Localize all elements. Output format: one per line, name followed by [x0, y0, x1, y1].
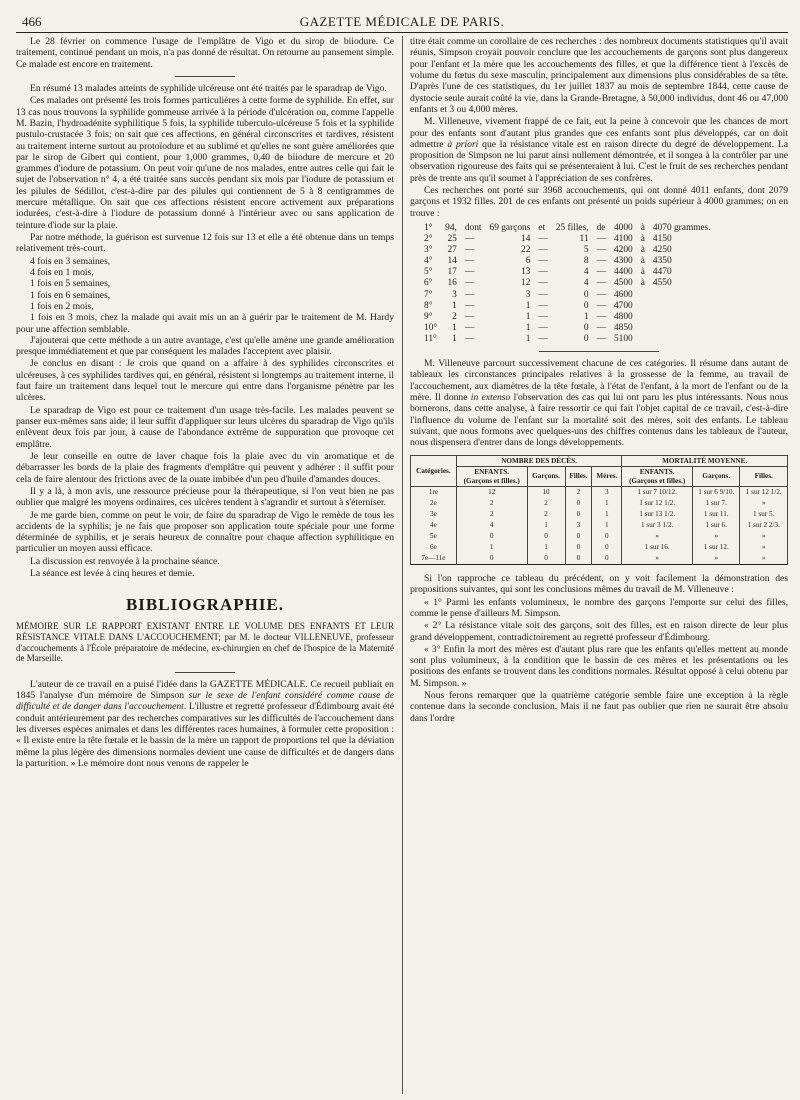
births-cell-total: 16 [447, 278, 457, 289]
page-number: 466 [22, 14, 42, 29]
list-item: 1 fois en 6 semaines, [30, 289, 111, 301]
births-cell-to [649, 301, 715, 312]
mortality-cell-m_filles: » [740, 542, 788, 553]
journal-reference: GAZETTE MÉDICALE [209, 678, 306, 690]
paragraph: M. Villeneuve parcourt successivement chacune de ces catégories. Il résume dans autant de tableaux les circonstances principales relatives à la grossesse de la femme, au travail de l'accouchement, aux diamètres de la tête fœtale, à l'état de l'enfant, à la mort de l'enfant ou de la mère. Il donne in extenso l'observation des cas qui lui ont paru les plus intéressants. Nous nous bornerons, dans cette analyse, à faire ressortir ce qui fait l'objet capital de ce travail, c'est-à-dire l'influence du volume de l'enfant sur la mortalité soit des mères, soit des enfants. Le tableau suivant, que nous formons avec quelques-uns des chiffres contenus dans les tableaux de l'auteur, nous dispensera d'entrer dans de longs développements. [410, 358, 788, 449]
births-cell-from: 4700 [613, 300, 633, 311]
mortality-cell-m_enfants: 1 sur 7 10/12. [622, 486, 693, 498]
mortality-cell-m_enfants: » [622, 553, 693, 565]
mortality-cell-categories: 5e [411, 531, 457, 542]
births-row [420, 245, 715, 256]
births-cell-from: 5100 [613, 333, 633, 344]
header-mortalite-moyenne: MORTALITÉ MOYENNE. [622, 455, 788, 466]
left-column [16, 36, 394, 1094]
births-cell-f: 0 [583, 289, 589, 300]
mortality-row [411, 498, 788, 509]
paragraph: M. Villeneuve, vivement frappé de ce fait, eut la peine à concevoir que les chances de mort pour des enfants sont d'autant plus grandes que ces enfants sont plus développés, car on doit admettre à priori que la résistance vitale est en raison directe du degré de développement. La proposition de Simpson ne lui parut ainsi nullement démontrée, et il songea à la contrôler par une observation rigoureuse des faits qui se présenteraient à lui. C'est le fruit de ses recherches pendant près de trente ans qu'il soumet à l'appréciation de ses confrères. [410, 116, 788, 184]
mortality-cell-m_garcons: 1 sur 6 9/10. [693, 486, 740, 498]
births-cell-f: 25 filles, [555, 223, 589, 233]
births-cell-a [637, 301, 649, 312]
births-cell-de: — [596, 267, 606, 278]
mortality-cell-d_garcons: 0 [527, 531, 565, 542]
births-table [420, 223, 715, 345]
births-cell-de: — [596, 234, 606, 245]
births-cell-total: 27 [447, 245, 457, 256]
mortality-cell-d_enfants: 4 [456, 520, 527, 531]
mortality-cell-categories: 7e—11e [411, 553, 457, 565]
mortality-cell-d_garcons: 2 [527, 498, 565, 509]
mortality-cell-categories: 6e [411, 542, 457, 553]
columns [16, 36, 788, 1094]
births-cell-n: 5° [424, 267, 433, 278]
births-cell-et: — [538, 267, 548, 278]
header-enfants: ENFANTS. (Garçons et filles.) [456, 467, 527, 487]
mortality-row [411, 520, 788, 531]
births-row [420, 290, 715, 301]
births-cell-to [649, 312, 715, 323]
births-cell-de: — [596, 300, 606, 311]
births-row [420, 312, 715, 323]
births-cell-total: 1 [452, 333, 457, 344]
healing-durations-list [16, 256, 394, 335]
births-cell-et: — [538, 300, 548, 311]
mortality-table [410, 455, 788, 565]
paragraph: Nous ferons remarquer que la quatrième catégorie semble faire une exception à la règle contenue dans la seconde conclusion. Mais il ne faut pas oublier que rien ne saurait être absolu dans l'ordre [410, 690, 788, 724]
births-cell-g: 12 [521, 278, 531, 289]
births-cell-de: — [596, 245, 606, 256]
mortality-cell-d_meres: 0 [592, 542, 622, 553]
births-cell-from: 4000 [613, 223, 633, 233]
header-categories: Catégories. [411, 455, 457, 486]
mortality-cell-d_garcons: 10 [527, 486, 565, 498]
mortality-cell-d_garcons: 0 [527, 553, 565, 565]
births-cell-total: 25 [447, 234, 457, 245]
mortality-cell-d_enfants: 2 [456, 498, 527, 509]
births-cell-dont: — [464, 333, 475, 344]
header-meres: Mères. [592, 467, 622, 487]
paragraph: titre était comme un corollaire de ces recherches : des nombreux documents statistiques qu'il avait réunis, Simpson croyait pouvoir conclure que les accouchements de garçons sont plus dangereux pour l'enfant et la mère que les accouchements des filles, et que la différence tient à l'excès de volume du fœtus du sexe masculin, principalement aux dimensions plus considérables de sa tête. D'après l'une de ces statistiques, du 1er juillet 1837 au mois de septembre 1844, cette cause de dystocie seule aurait coûté la vie, dans la Grande-Bretagne, à 50,000 individus, dont 46 ou 47,000 enfants et 3 ou 4,000 mères. [410, 36, 788, 115]
births-row [420, 278, 715, 289]
mortality-cell-d_enfants: 1 [456, 542, 527, 553]
mortality-cell-m_garcons: 1 sur 12. [693, 542, 740, 553]
births-cell-de: — [596, 278, 606, 289]
mortality-cell-categories: 1re [411, 486, 457, 498]
births-cell-a: à [640, 267, 645, 278]
header-garcons-moyenne: Garçons. [693, 467, 740, 487]
births-cell-total: 1 [452, 300, 457, 311]
paragraph: Je leur conseille en outre de laver chaque fois la plaie avec du vin aromatique et de débarrasser les bords de la plaie des fragments d'emplâtre qui peuvent y adhérer : il suffit pour cela de faire alentour des frictions avec de la ouate imbibée d'un peu d'huile d'amandes douces. [16, 450, 394, 485]
paragraph: Par notre méthode, la guérison est survenue 12 fois sur 13 et elle a été obtenue dans un temps relativement très-court. [16, 232, 394, 255]
births-cell-a: à [640, 234, 645, 245]
births-cell-from: 4300 [613, 256, 633, 267]
births-cell-a: à [640, 223, 645, 233]
mortality-cell-m_garcons: 1 sur 6. [693, 520, 740, 531]
mortality-cell-d_filles: 0 [565, 542, 592, 553]
births-row [420, 334, 715, 345]
births-cell-to: 4250 [652, 245, 672, 256]
mortality-cell-d_filles: 2 [565, 486, 592, 498]
births-cell-to: 4350 [652, 256, 672, 267]
births-cell-a [637, 334, 649, 345]
newspaper-page [16, 10, 788, 1094]
births-cell-n: 7° [424, 289, 433, 300]
header-garcons: Garçons. [527, 467, 565, 487]
births-cell-n: 9° [424, 311, 433, 322]
mortality-cell-m_garcons: 1 sur 11. [693, 509, 740, 520]
mortality-cell-d_meres: 0 [592, 553, 622, 565]
births-cell-n: 8° [424, 300, 433, 311]
mortality-cell-m_enfants: 1 sur 16. [622, 542, 693, 553]
births-cell-a: à [640, 278, 645, 289]
births-cell-f: 0 [583, 333, 589, 344]
mortality-cell-m_filles: » [740, 531, 788, 542]
births-cell-dont: — [464, 311, 475, 322]
births-cell-to [649, 334, 715, 345]
mortality-cell-m_garcons: » [693, 553, 740, 565]
mortality-row [411, 486, 788, 498]
memoire-title: MÉMOIRE SUR LE RAPPORT EXISTANT ENTRE LE VOLUME DES ENFANTS ET LEUR RÉSISTANCE VITALE DANS L'ACCOUCHEMENT; [16, 621, 394, 643]
paragraph: « 2° La résistance vitale soit des garçons, soit des filles, est en raison directe de leur plus grand développement, contradictoirement au regretté professeur d'Édimbourg. [410, 620, 788, 643]
mortality-cell-m_filles: 1 sur 5. [740, 509, 788, 520]
list-item: 1 fois en 3 mois, chez la malade qui avait mis un an à guérir par le traitement de M. Hardy pour une affection semblable. [16, 312, 394, 335]
page-header [16, 10, 788, 33]
births-cell-n: 6° [424, 278, 433, 289]
births-cell-n: 11° [424, 333, 437, 344]
mortality-cell-m_enfants: » [622, 531, 693, 542]
memoire-citation [16, 621, 394, 663]
births-cell-g: 3 [525, 289, 531, 300]
births-cell-from: 4850 [613, 322, 633, 333]
births-cell-dont: — [464, 322, 475, 333]
births-cell-a [637, 323, 649, 334]
births-cell-de: — [596, 333, 606, 344]
mortality-cell-d_meres: 1 [592, 520, 622, 531]
births-cell-n: 10° [424, 322, 438, 333]
births-cell-n: 3° [424, 245, 433, 256]
births-cell-to [649, 290, 715, 301]
births-cell-et: — [538, 245, 548, 256]
births-cell-dont: — [464, 300, 475, 311]
paragraph: Je me garde bien, comme on peut le voir, de faire du sparadrap de Vigo le remède de tous les accidents de la syphilis; je ne fais que proposer son application toute spéciale pour une forme déterminée de syphilis, et je serais heureux de connaître pour chaque affection syphilitique en particulier un moyen aussi efficace. [16, 509, 394, 555]
mortality-row [411, 531, 788, 542]
births-row [420, 256, 715, 267]
births-cell-f: 4 [583, 267, 589, 278]
mortality-cell-d_meres: 3 [592, 486, 622, 498]
simpson-title: sur le sexe de l'enfant considéré comme cause de difficulté et de danger dans l'accouchement [16, 690, 394, 713]
paragraph: Le 28 février on commence l'usage de l'emplâtre de Vigo et du sirop de biiodure. Ce traitement, continué pendant un mois, n'a pas donné de résultat. On retourne au pansement simple. Ce malade est encore en traitement. [16, 36, 394, 70]
mortality-row [411, 553, 788, 565]
paragraph: L'auteur de ce travail en a puisé l'idée dans la GAZETTE MÉDICALE. Ce recueil publiait en 1845 l'analyse d'un mémoire de Simpson sur le sexe de l'enfant considéré comme cause de difficulté et de danger dans l'accouchement. L'illustre et regretté professeur d'Édimbourg avait été conduit antérieurement par des recherches comparatives sur les difficultés de l'accouchement dans les diverses espèces animales et dans les différentes races humaines, à formuler cette proposition : « Il existe entre la tête fœtale et le bassin de la mère un rapport de proportions tel que la déviation même la plus légère des dimensions normales devient une cause de difficultés et de dangers dans la parturition. » Le mémoire dont nous venons de rappeler le [16, 678, 394, 770]
mortality-cell-m_garcons: » [693, 531, 740, 542]
births-cell-to [649, 323, 715, 334]
births-cell-n: 1° [424, 223, 433, 233]
births-cell-g: 22 [521, 245, 531, 256]
births-cell-dont: — [464, 234, 475, 245]
mortality-cell-d_meres: 1 [592, 509, 622, 520]
births-cell-g: 1 [525, 300, 531, 311]
births-cell-dont: — [464, 289, 475, 300]
header-filles: Filles. [565, 467, 592, 487]
births-cell-et: — [538, 289, 548, 300]
header-nombre-deces: NOMBRE DES DÉCÈS. [456, 455, 621, 466]
mortality-cell-d_filles: 0 [565, 531, 592, 542]
paragraph: En résumé 13 malades atteints de syphilide ulcéreuse ont été traités par le sparadrap de Vigo. [30, 82, 387, 94]
mortality-cell-d_enfants: 2 [456, 509, 527, 520]
mortality-cell-m_garcons: 1 sur 7. [693, 498, 740, 509]
births-cell-et: — [538, 256, 548, 267]
births-cell-n: 4° [424, 256, 433, 267]
header-filles-moyenne: Filles. [740, 467, 788, 487]
births-cell-et: — [538, 278, 548, 289]
births-cell-g: 6 [525, 256, 531, 267]
births-cell-a [637, 312, 649, 323]
mortality-cell-m_enfants: 1 sur 13 1/2. [622, 509, 693, 520]
births-cell-de: — [596, 289, 606, 300]
paragraph: Si l'on rapproche ce tableau du précédent, on y voit facilement la démonstration des propositions suivantes, qui sont les conclusions mêmes du travail de M. Villeneuve : [410, 572, 788, 596]
births-cell-g: 1 [525, 311, 531, 322]
section-separator [539, 351, 659, 352]
list-item: 4 fois en 1 mois, [30, 266, 94, 278]
mortality-cell-m_filles: 1 sur 2 2/3. [740, 520, 788, 531]
journal-title: GAZETTE MÉDICALE DE PARIS. [299, 14, 505, 29]
births-row [420, 234, 715, 245]
births-cell-a: à [640, 256, 645, 267]
births-cell-g: 13 [521, 267, 531, 278]
births-cell-f: 1 [583, 311, 589, 322]
paragraph: Ces malades ont présenté les trois formes particulières à cette forme de syphilide. En effet, sur 13 cas nous trouvons la syphilide gommeuse arrivée à la période d'ulcération ou, comme l'appelle M. Bazin, l'hydroadénite syphilitique 5 fois, la syphilide tuberculo-ulcéreuse 5 fois et la syphilide pustulo-crustacée 3 fois; on sait que ces affections, en général circonscrites et tardives, résistent au traitement interne surtout au protoïodure et au sublimé et qu'elles ne sont guère améliorées que par le sirop de Gibert qui contient, pour 1,000 grammes, 0,40 de biiodure de mercure et 20 grammes d'iodure de potassium. On peut voir qu'une de nos malades, entre autres celle qui fait le sujet de l'observation n° 4, a été traitée sans succès pendant six mois par l'iodure de potassium et les pilules de Sédillot, c'est-à-dire par des pilules qui contiennent de 5 à 8 centigrammes de mercure métallique. On sait que ces affections résistent encore activement aux préparations iodurées, c'est-à-dire à l'iodure de potassium donné à l'intérieur avec ou sans application de teinture d'iode sur la plaie. [16, 95, 394, 231]
right-column [410, 36, 788, 1094]
column-divider [402, 36, 403, 1094]
paragraph: Il y a là, à mon avis, une ressource précieuse pour la thérapeutique, si l'on veut bien ne pas oublier que malgré les moyens ordinaires, ces ulcères tendent à s'agrandir et surtout à s'éterniser. [16, 485, 394, 509]
births-cell-g: 1 [525, 333, 531, 344]
births-cell-f: 5 [583, 245, 589, 256]
mortality-cell-d_filles: 3 [565, 520, 592, 531]
births-cell-total: 14 [447, 256, 457, 267]
births-cell-de: — [596, 322, 606, 333]
births-cell-dont: — [464, 256, 475, 267]
births-cell-from: 4800 [613, 311, 633, 322]
births-cell-to: 4150 [652, 234, 672, 245]
births-cell-total: 2 [452, 311, 457, 322]
births-row [420, 267, 715, 278]
mortality-cell-d_filles: 0 [565, 498, 592, 509]
paragraph: Ces recherches ont porté sur 3968 accouchements, qui ont donné 4011 enfants, dont 2079 garçons et 1932 filles. 201 de ces enfants ont présenté un poids supérieur à 4000 grammes; on en trouve : [410, 185, 788, 219]
mortality-cell-d_garcons: 2 [527, 509, 565, 520]
mortality-cell-d_enfants: 12 [456, 486, 527, 498]
mortality-cell-d_enfants: 0 [456, 531, 527, 542]
births-cell-from: 4400 [613, 267, 633, 278]
mortality-cell-m_filles: 1 sur 12 1/2. [740, 486, 788, 498]
mortality-cell-categories: 3e [411, 509, 457, 520]
mortality-row [411, 509, 788, 520]
paragraph: La séance est levée à cinq heures et demie. [30, 568, 195, 580]
births-cell-de: — [596, 311, 606, 322]
births-cell-a: à [640, 245, 645, 256]
births-cell-f: 8 [583, 256, 589, 267]
header-enfants-moyenne: ENFANTS. (Garçons et filles.) [622, 467, 693, 487]
paragraph: Le sparadrap de Vigo est pour ce traitement d'un usage très-facile. Les malades peuvent se panser eux-mêmes sans aide; il leur suffit d'appliquer sur leurs ulcères du sparadrap de Vigo qu'ils enlèvent deux fois par jour, à cause de l'abondance extrême de suppuration que provoque cet emplâtre. [16, 404, 394, 450]
mortality-cell-categories: 4e [411, 520, 457, 531]
births-cell-dont: — [464, 267, 475, 278]
births-cell-de: — [596, 256, 606, 267]
births-cell-from: 4200 [613, 245, 633, 256]
list-item: 1 fois en 5 semaines, [30, 278, 111, 290]
births-cell-from: 4600 [613, 289, 633, 300]
mortality-cell-d_filles: 0 [565, 553, 592, 565]
births-cell-g: 1 [525, 322, 531, 333]
births-cell-g: 14 [521, 234, 531, 245]
paragraph: « 3° Enfin la mort des mères est d'autant plus rare que les enfants qu'elles mettent au monde sont plus volumineux, à la condition que le bassin de ces mères et les présentations ou les positions des enfants se trouvent dans les conditions normales. Résultat opposé à celui obtenu par M. Simpson. » [410, 643, 788, 689]
births-cell-total: 3 [452, 289, 457, 300]
list-item: 4 fois en 3 semaines, [30, 255, 111, 267]
memoire-author: par M. le docteur VILLENEUVE, professeur d'accouchements à l'École préparatoire de médecine, ex-chirurgien en chef de l'hospice de la Maternité de Marseille. [16, 632, 394, 664]
section-separator [175, 672, 235, 673]
mortality-cell-d_meres: 0 [592, 531, 622, 542]
births-cell-f: 0 [583, 300, 589, 311]
mortality-cell-d_garcons: 1 [527, 520, 565, 531]
births-cell-de: de [596, 223, 606, 233]
births-cell-to: 4070 grammes. [652, 223, 711, 233]
mortality-cell-d_meres: 1 [592, 498, 622, 509]
births-cell-dont: — [464, 245, 475, 256]
paragraph: « 1° Parmi les enfants volumineux, le nombre des garçons l'emporte sur celui des filles, comme le pense d'ailleurs M. Simpson. [410, 596, 788, 619]
mortality-cell-d_garcons: 1 [527, 542, 565, 553]
births-cell-f: 11 [579, 234, 589, 245]
mortality-cell-m_filles: » [740, 553, 788, 565]
paragraph: Je conclus en disant : Je crois que quand on a affaire à des syphilides circonscrites et ulcéreuses, à ces syphilides tardives qui, en général, résistent si longtemps au traitement interne, il faut faire un traitement dans lequel tout le mercure qui entre dans l'organisme pénètre par les ulcères. [16, 358, 394, 404]
births-cell-n: 2° [424, 234, 433, 245]
mortality-cell-m_filles: » [740, 498, 788, 509]
births-cell-total: 94, [445, 223, 457, 233]
paragraph: La discussion est renvoyée à la prochaine séance. [30, 555, 220, 567]
births-row [420, 301, 715, 312]
births-cell-f: 0 [583, 322, 589, 333]
mortality-cell-categories: 2e [411, 498, 457, 509]
births-cell-total: 1 [452, 322, 457, 333]
births-row [420, 223, 715, 234]
paragraph: J'ajouterai que cette méthode a un autre avantage, c'est qu'elle amène une grande amélioration presque immédiatement et que par conséquent les malades l'acceptent avec plaisir. [16, 334, 394, 358]
births-cell-et: et [538, 223, 546, 233]
births-cell-to: 4470 [652, 267, 672, 278]
mortality-cell-m_enfants: 1 sur 3 1/2. [622, 520, 693, 531]
births-cell-dont: — [464, 278, 475, 289]
births-cell-et: — [538, 322, 548, 333]
mortality-cell-d_enfants: 0 [456, 553, 527, 565]
births-cell-total: 17 [447, 267, 457, 278]
births-cell-from: 4100 [613, 234, 633, 245]
births-cell-a [637, 290, 649, 301]
section-heading-bibliographie: BIBLIOGRAPHIE. [125, 595, 285, 615]
list-item: 1 fois en 2 mois, [30, 300, 94, 312]
mortality-row [411, 542, 788, 553]
births-cell-dont: dont [464, 223, 482, 233]
mortality-cell-d_filles: 0 [565, 509, 592, 520]
births-cell-to: 4550 [652, 278, 672, 289]
births-cell-g: 69 garçons [489, 223, 531, 233]
section-separator [175, 76, 235, 77]
mortality-cell-m_enfants: 1 sur 12 1/2. [622, 498, 693, 509]
births-cell-et: — [538, 311, 548, 322]
births-cell-et: — [538, 234, 548, 245]
births-cell-f: 4 [583, 278, 589, 289]
births-cell-from: 4500 [613, 278, 633, 289]
births-row [420, 323, 715, 334]
births-cell-et: — [538, 333, 548, 344]
